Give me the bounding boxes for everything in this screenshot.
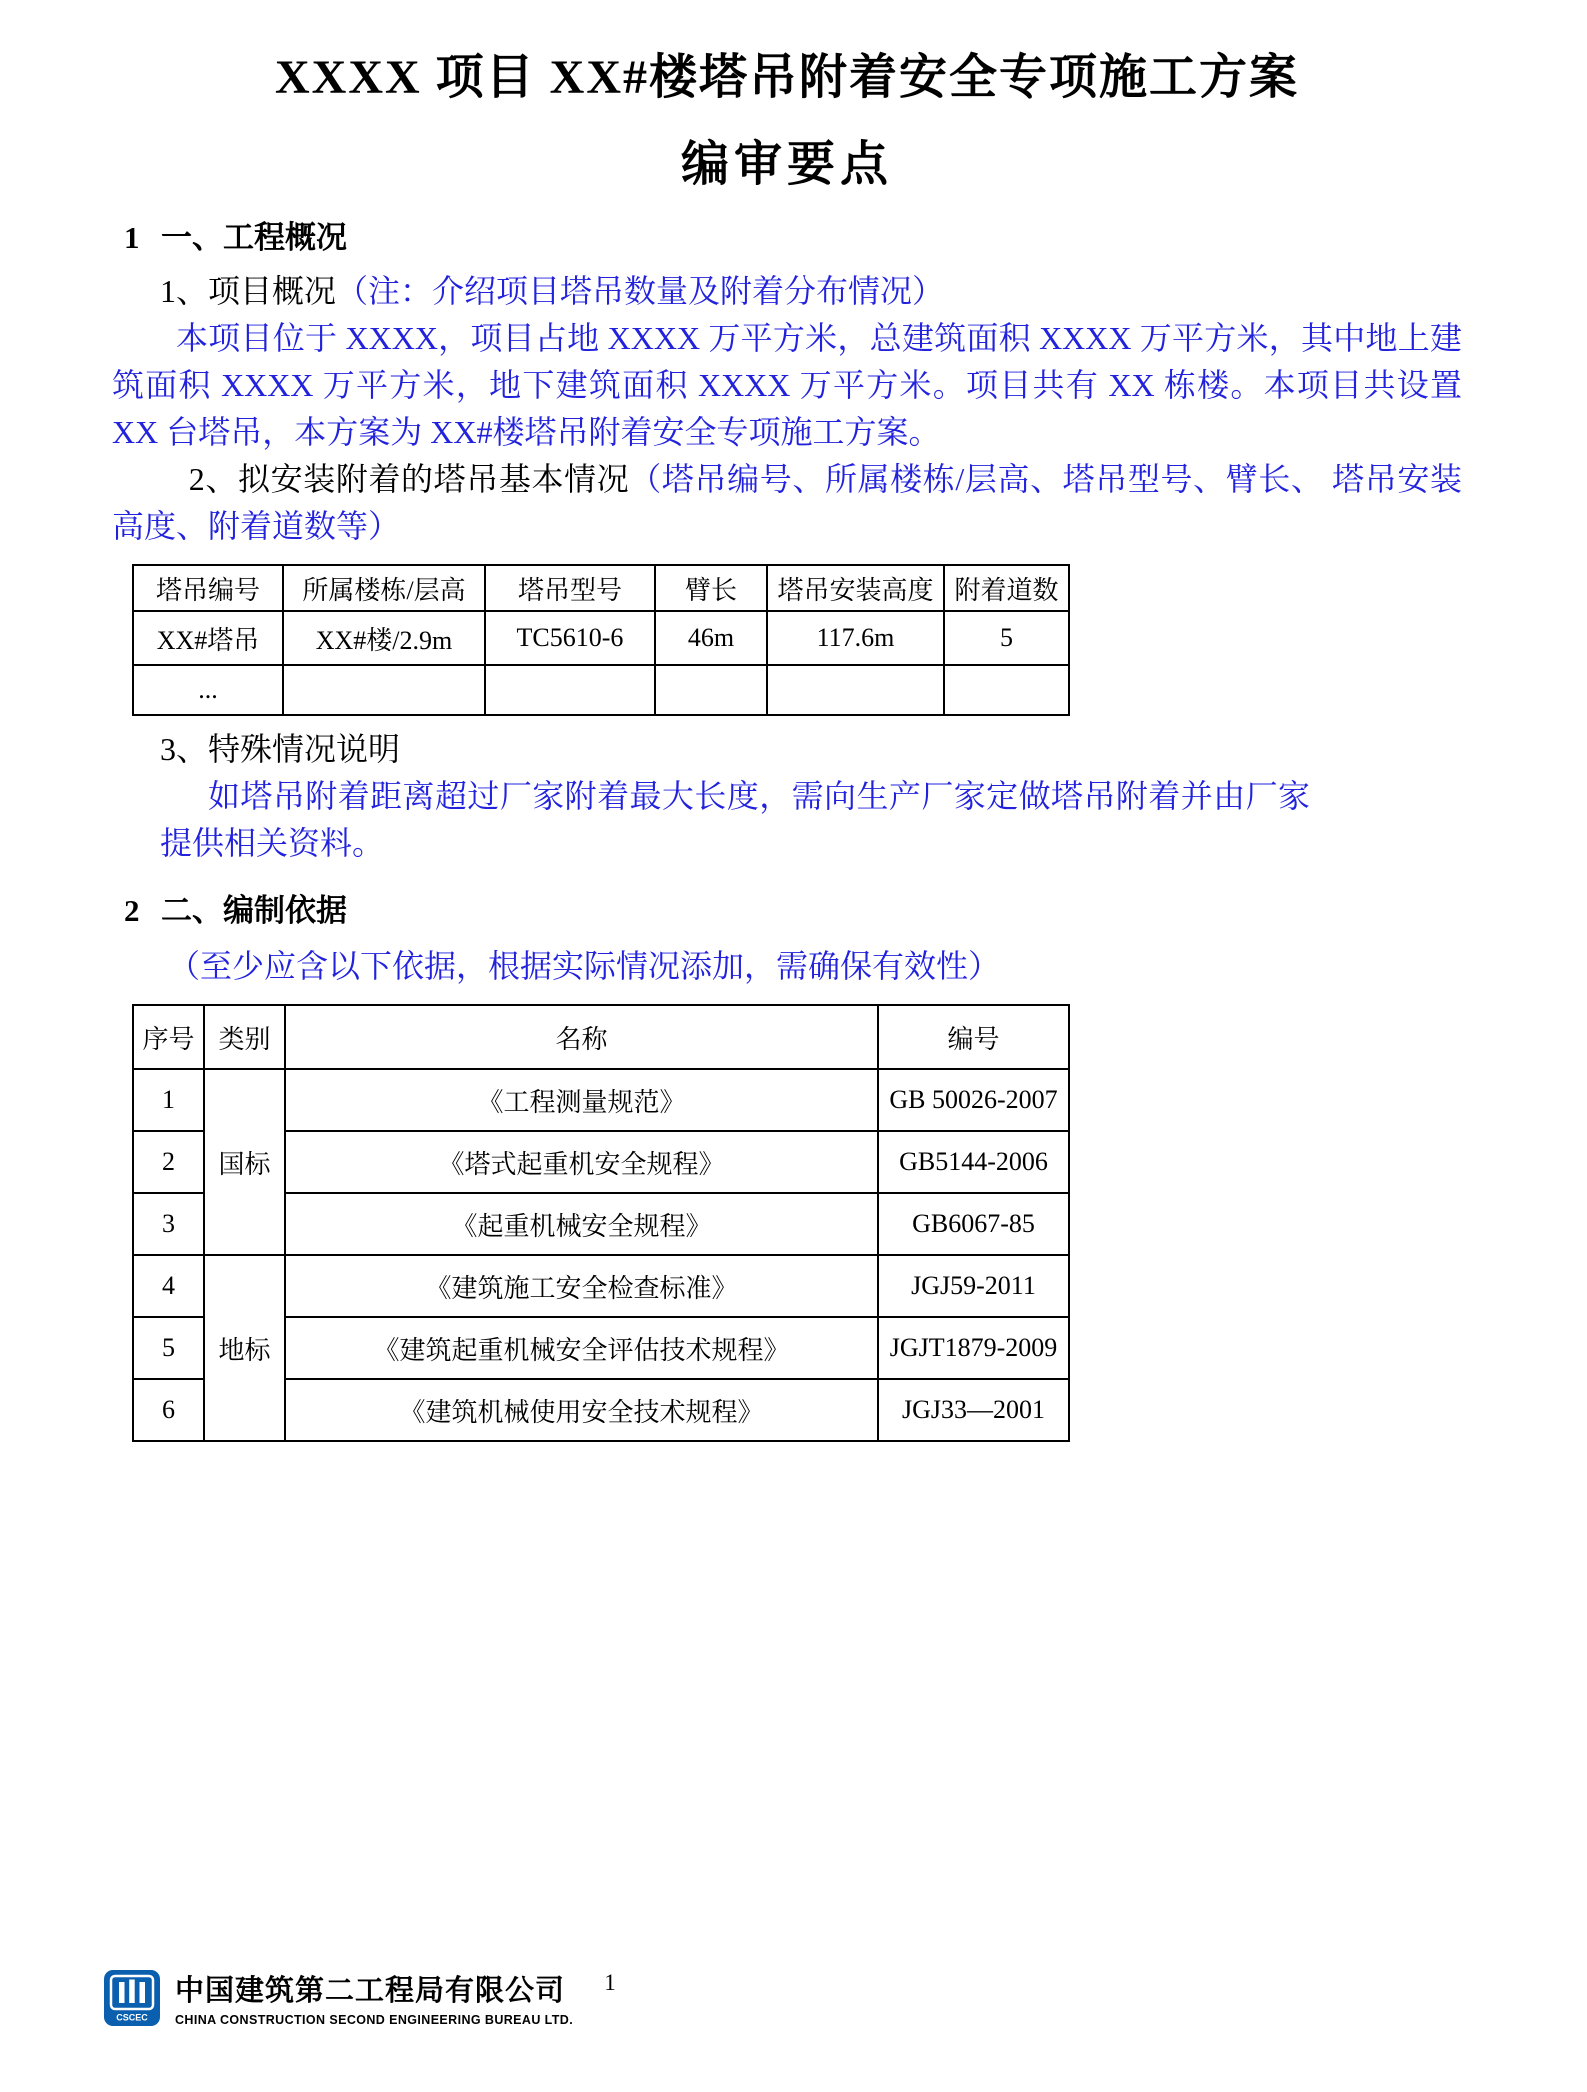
basis-header-code: 编号	[878, 1005, 1069, 1069]
section1-outline-number: 1	[124, 220, 140, 255]
basis-cell-code: GB 50026-2007	[878, 1069, 1069, 1131]
section1-heading-text: 一、工程概况	[161, 220, 347, 255]
special-notes-paragraph: 如塔吊附着距离超过厂家附着最大长度，需向生产厂家定做塔吊附着并由厂家提供相关资料。	[160, 778, 1310, 861]
crane-cell-tie-count	[944, 665, 1069, 715]
project-overview-paragraph: 本项目位于 XXXX，项目占地 XXXX 万平方米，总建筑面积 XXXX 万平方米，其中地上建筑面积 XXXX 万平方米，地下建筑面积 XXXX 万平方米。项目共有 XX 栋楼。本项目共设置 XX 台塔吊，本方案为 XX#楼塔吊附着安全专项施工方案。	[112, 320, 1462, 450]
item1-note: （注：介绍项目塔吊数量及附着分布情况）	[336, 273, 945, 309]
crane-cell-model: TC5610-6	[485, 611, 655, 665]
crane-cell-install-height	[767, 665, 944, 715]
document-subtitle: 编审要点	[680, 138, 893, 191]
crane-table-row	[133, 611, 1069, 665]
basis-header-name: 名称	[285, 1005, 878, 1069]
basis-cell-no: 4	[133, 1255, 204, 1317]
basis-cell-category-local: 地标	[204, 1255, 285, 1441]
crane-cell-id: XX#塔吊	[133, 611, 283, 665]
basis-cell-name: 《建筑施工安全检查标准》	[285, 1255, 878, 1317]
document-title: XXXX 项目 XX#楼塔吊附着安全专项施工方案	[275, 51, 1299, 104]
item-project-overview	[112, 268, 1462, 315]
crane-table	[132, 564, 1070, 716]
basis-cell-no: 5	[133, 1317, 204, 1379]
company-name-cn: 中国建筑第二工程局有限公司	[175, 1975, 566, 2007]
item1-label: 1、项目概况	[160, 273, 337, 309]
basis-cell-code: GB5144-2006	[878, 1131, 1069, 1193]
crane-header-building: 所属楼栋/层高	[283, 565, 485, 611]
crane-cell-model	[485, 665, 655, 715]
basis-cell-code: JGJ33—2001	[878, 1379, 1069, 1441]
basis-table	[132, 1004, 1070, 1442]
crane-cell-tie-count: 5	[944, 611, 1069, 665]
crane-cell-id: ...	[133, 665, 283, 715]
basis-cell-no: 3	[133, 1193, 204, 1255]
basis-table-row	[133, 1069, 1069, 1131]
section2-heading-text: 二、编制依据	[161, 893, 347, 928]
basis-cell-name: 《起重机械安全规程》	[285, 1193, 878, 1255]
basis-cell-code: JGJT1879-2009	[878, 1317, 1069, 1379]
cscec-logo-label: CSCEC	[116, 2012, 148, 2022]
basis-cell-name: 《塔式起重机安全规程》	[285, 1131, 878, 1193]
crane-cell-arm-length	[655, 665, 767, 715]
crane-table-row	[133, 665, 1069, 715]
basis-header-category: 类别	[204, 1005, 285, 1069]
footer	[103, 1968, 573, 2027]
crane-header-model: 塔吊型号	[485, 565, 655, 611]
crane-cell-building: XX#楼/2.9m	[283, 611, 485, 665]
item2-note: （塔吊编号、所属楼栋/层高、塔吊型号、臂长、 塔吊安装高度、附着道数等）	[112, 461, 1462, 544]
company-name-block	[175, 1968, 573, 2027]
item-crane-basic-info	[112, 456, 1462, 550]
crane-cell-install-height: 117.6m	[767, 611, 944, 665]
basis-cell-no: 6	[133, 1379, 204, 1441]
crane-header-install-height: 塔吊安装高度	[767, 565, 944, 611]
crane-cell-building	[283, 665, 485, 715]
cscec-logo-icon	[103, 1969, 161, 2027]
page-number: 1	[604, 1970, 616, 1995]
crane-cell-arm-length: 46m	[655, 611, 767, 665]
section2-heading	[124, 889, 1462, 933]
section2-outline-number: 2	[124, 893, 140, 928]
basis-cell-name: 《建筑起重机械安全评估技术规程》	[285, 1317, 878, 1379]
basis-table-row	[133, 1255, 1069, 1317]
basis-cell-code: JGJ59-2011	[878, 1255, 1069, 1317]
company-name-en: CHINA CONSTRUCTION SECOND ENGINEERING BUREAU LTD.	[175, 2013, 574, 2027]
basis-cell-name: 《工程测量规范》	[285, 1069, 878, 1131]
crane-table-header-row	[133, 565, 1069, 611]
section1-heading	[124, 216, 1462, 260]
crane-header-tie-count: 附着道数	[944, 565, 1069, 611]
crane-header-id: 塔吊编号	[133, 565, 283, 611]
item3-label: 3、特殊情况说明	[160, 731, 401, 767]
basis-table-header-row	[133, 1005, 1069, 1069]
basis-cell-code: GB6067-85	[878, 1193, 1069, 1255]
item2-label: 2、拟安装附着的塔吊基本情况	[188, 461, 630, 497]
basis-cell-name: 《建筑机械使用安全技术规程》	[285, 1379, 878, 1441]
section2-note: （至少应含以下依据，根据实际情况添加，需确保有效性）	[168, 948, 1001, 984]
basis-cell-no: 1	[133, 1069, 204, 1131]
item-special-notes	[112, 726, 1462, 773]
basis-cell-category-national: 国标	[204, 1069, 285, 1255]
crane-header-arm-length: 臂长	[655, 565, 767, 611]
basis-header-no: 序号	[133, 1005, 204, 1069]
basis-cell-no: 2	[133, 1131, 204, 1193]
